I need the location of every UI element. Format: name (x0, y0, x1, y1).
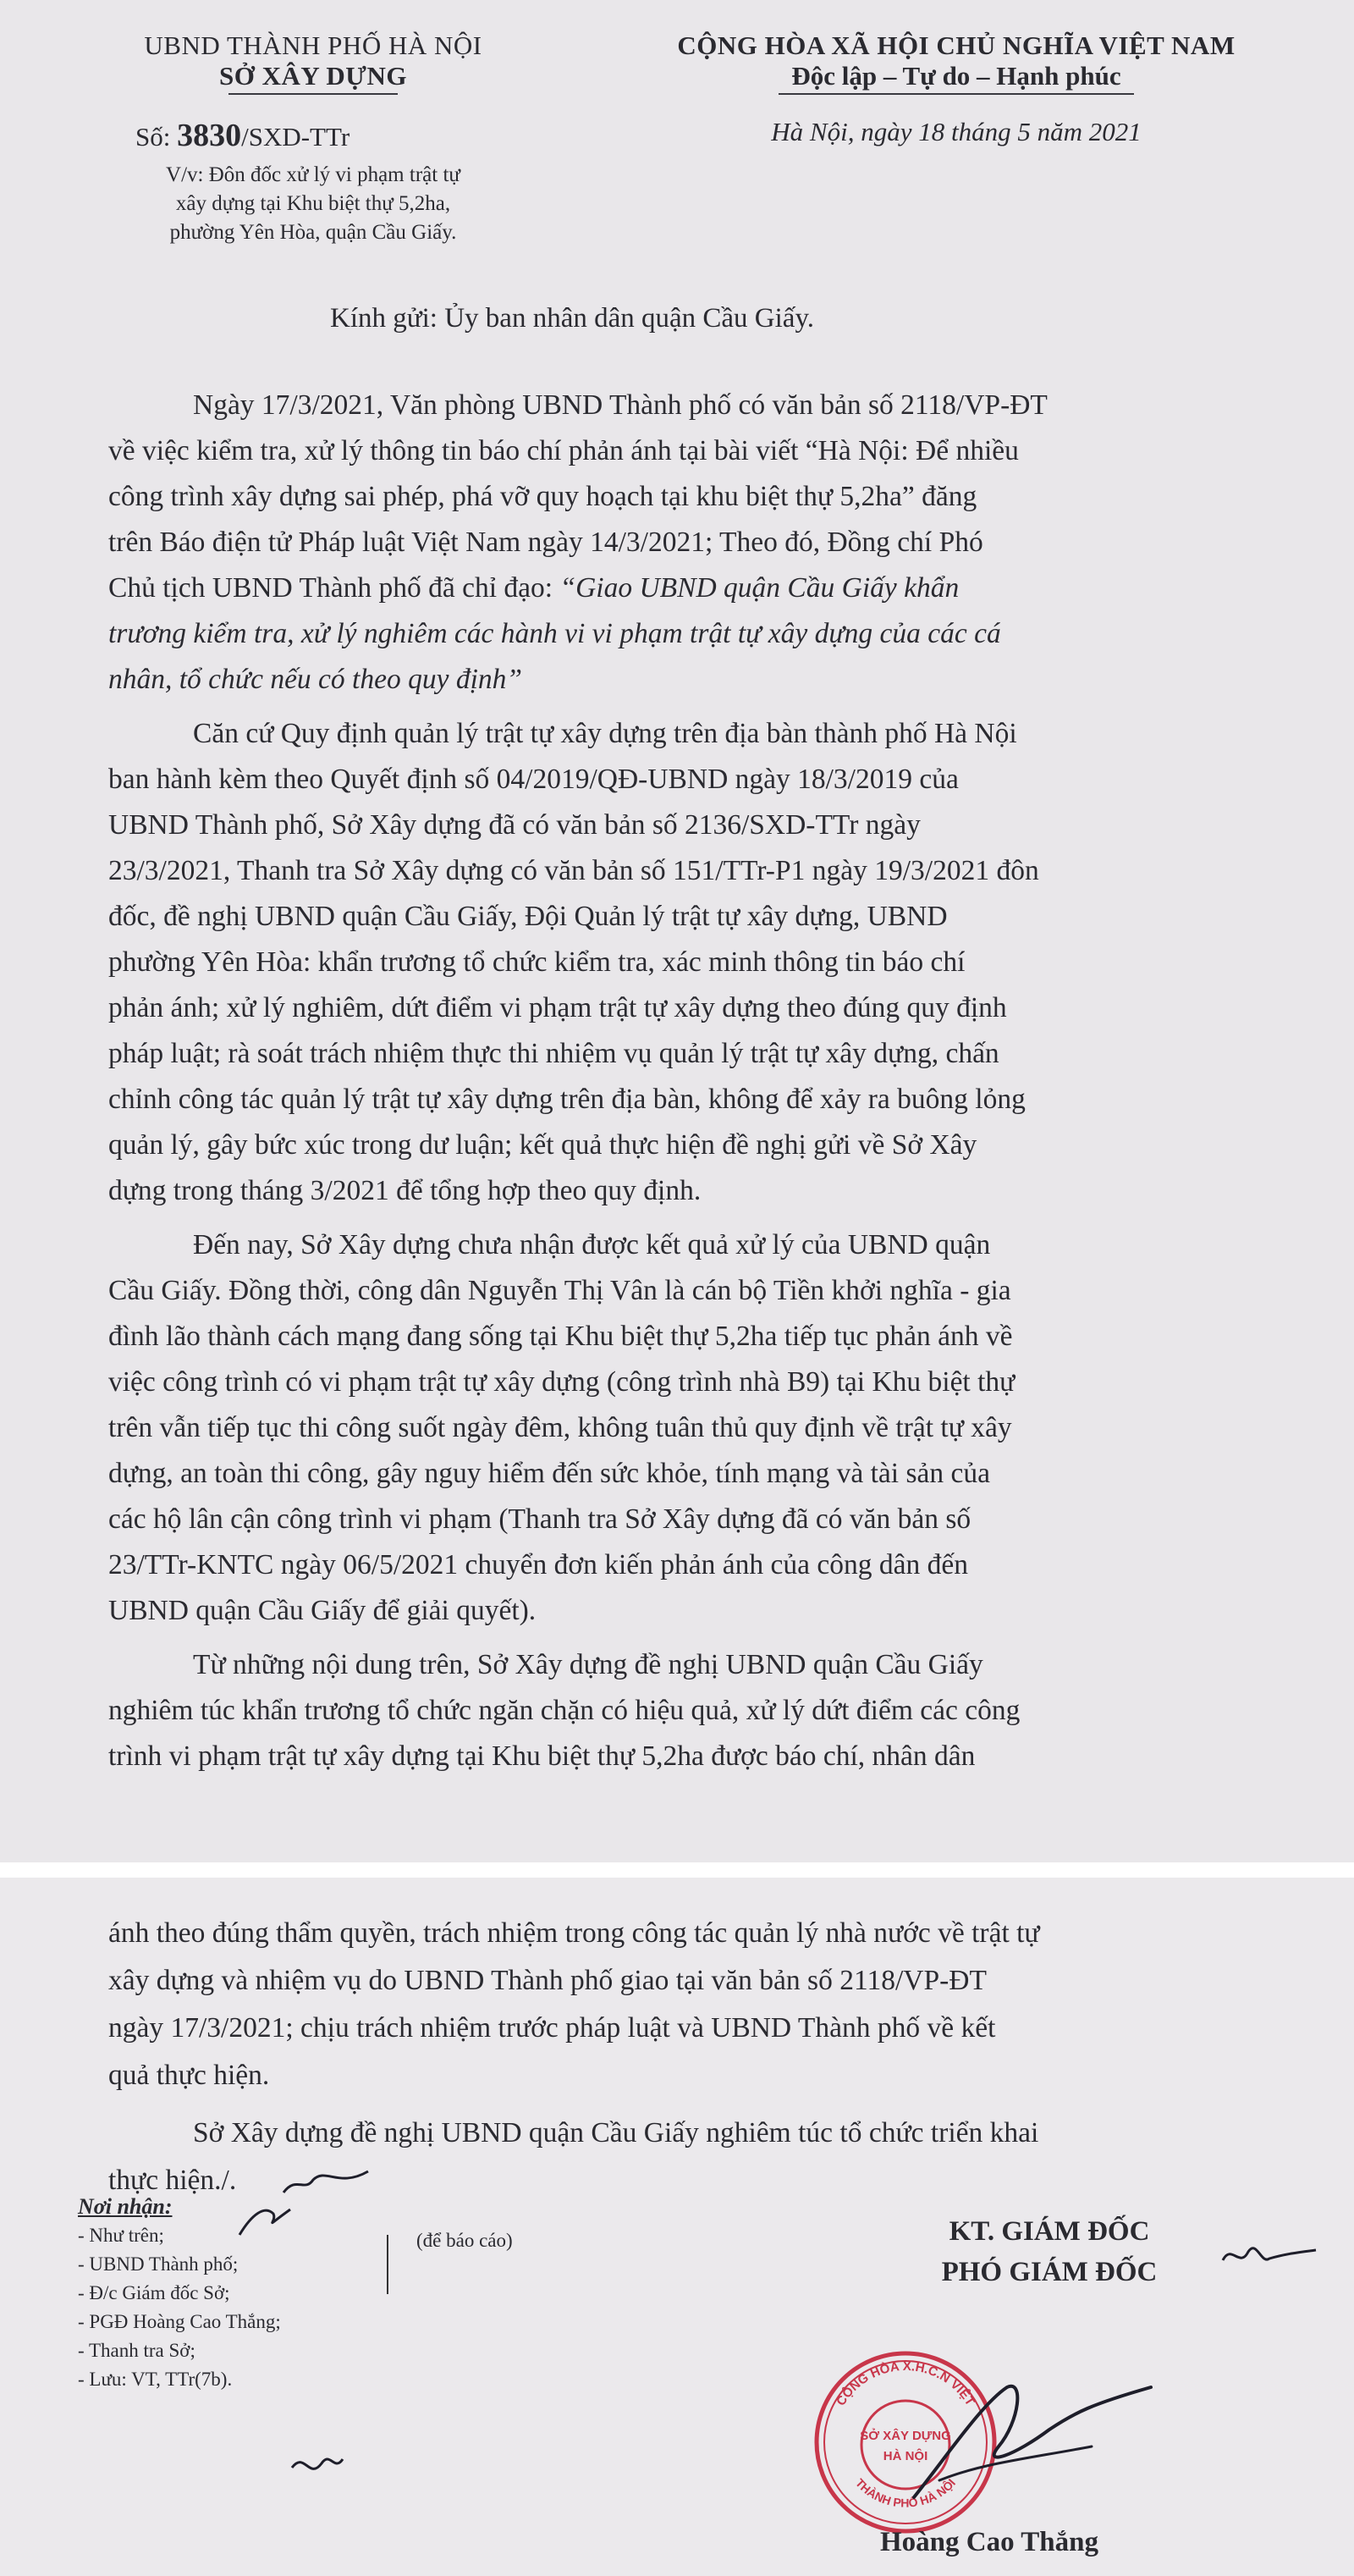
nation-name: CỘNG HÒA XÃ HỘI CHỦ NGHĨA VIỆT NAM (677, 30, 1236, 60)
text-line: Từ những nội dung trên, Sở Xây dựng đề nghị UBND quận Cầu Giấy (193, 1649, 983, 1680)
initial-mark-icon (279, 2163, 372, 2201)
page-separator (0, 1862, 1354, 1878)
text-line: pháp luật; rà soát trách nhiệm thực thi nhiệm vụ quản lý trật tự xây dựng, chấn (108, 1038, 999, 1069)
text-line: 23/3/2021, Thanh tra Sở Xây dựng có văn bản số 151/TTr-P1 ngày 19/3/2021 đôn (108, 855, 1039, 886)
agency-name: SỞ XÂY DỰNG (219, 61, 407, 91)
seal-center-2: HÀ NỘI (883, 2449, 928, 2463)
text-line: ban hành kèm theo Quyết định số 04/2019/QĐ-UBND ngày 18/3/2019 của (108, 764, 959, 795)
text-line: Sở Xây dựng đề nghị UBND quận Cầu Giấy nghiêm túc tổ chức triển khai (193, 2117, 1039, 2149)
text-line: dựng, an toàn thi công, gây nguy hiểm đến sức khỏe, tính mạng và tài sản của (108, 1458, 991, 1489)
paragraph-4 (108, 1642, 1274, 1779)
text-line: UBND quận Cầu Giấy để giải quyết). (108, 1595, 537, 1626)
recipients-list (78, 2193, 586, 2394)
document-date: Hà Nội, ngày 18 tháng 5 năm 2021 (771, 117, 1142, 146)
recipient-item: - Như trên; (78, 2225, 164, 2246)
nation-motto: Độc lập – Tự do – Hạnh phúc (791, 61, 1121, 91)
initial-mark-icon (1219, 2235, 1320, 2277)
signer-name: Hoàng Cao Thắng (880, 2527, 1098, 2557)
quote-line: nhân, tổ chức nếu có theo quy định” (108, 664, 523, 695)
body-page-2 (108, 1910, 1274, 2204)
document-subject: V/v: Đôn đốc xử lý vi phạm trật tự xây dựng tại Khu biệt thự 5,2ha, phường Yên Hòa, quận Cầu Giấy. (166, 163, 460, 244)
text-line: Căn cứ Quy định quản lý trật tự xây dựng trên địa bàn thành phố Hà Nội (193, 718, 1017, 749)
paragraph-1 (108, 383, 1274, 703)
seal-bottom-text: THÀNH PHỐ HÀ NỘI (852, 2475, 959, 2510)
recipient-item: - UBND Thành phố; (78, 2253, 239, 2275)
text-line: UBND Thành phố, Sở Xây dựng đã có văn bản số 2136/SXD-TTr ngày (108, 809, 921, 841)
text-line (108, 565, 1274, 611)
initial-mark-icon (235, 2197, 294, 2243)
text-line: 23/TTr-KNTC ngày 06/5/2021 chuyển đơn kiến phản ánh của công dân đến (108, 1549, 968, 1580)
text-line: việc công trình có vi phạm trật tự xây dựng (công trình nhà B9) tại Khu biệt thự (108, 1366, 1015, 1398)
signature-title-2: PHÓ GIÁM ĐỐC (941, 2257, 1158, 2287)
national-header (592, 30, 1320, 147)
text-line: ngày 17/3/2021; chịu trách nhiệm trước pháp luật và UBND Thành phố về kết (108, 2012, 996, 2044)
text-line: chỉnh công tác quản lý trật tự xây dựng trên địa bàn, không để xảy ra buông lỏng (108, 1084, 1026, 1115)
issuing-agency-header (76, 30, 550, 247)
text-line: ánh theo đúng thẩm quyền, trách nhiệm trong công tác quản lý nhà nước về trật tự (108, 1917, 1040, 1949)
recipients-note: (để báo cáo) (416, 2230, 513, 2251)
signature-title-1: KT. GIÁM ĐỐC (949, 2216, 1150, 2247)
text-line: công trình xây dựng sai phép, phá vỡ quy hoạch tại khu biệt thự 5,2ha” đăng (108, 481, 977, 512)
text-line: quản lý, gây bức xúc trong dư luận; kết quả thực hiện đề nghị gửi về Sở Xây (108, 1129, 977, 1161)
recipients-title: Nơi nhận: (78, 2194, 173, 2219)
seal-top-text: CỘNG HÒA X.H.C.N VIỆT (834, 2358, 977, 2409)
text-line: Cầu Giấy. Đồng thời, công dân Nguyễn Thị Vân là cán bộ Tiền khởi nghĩa - gia (108, 1275, 1011, 1306)
text-line: phường Yên Hòa: khẩn trương tổ chức kiểm tra, xác minh thông tin báo chí (108, 946, 966, 978)
signature-block (855, 2211, 1244, 2292)
recipients-brace (387, 2235, 388, 2294)
motto-underline (779, 93, 1134, 95)
text-line: dựng trong tháng 3/2021 để tổng hợp theo quy định. (108, 1175, 702, 1206)
addressee: Kính gửi: Ủy ban nhân dân quận Cầu Giấy. (330, 303, 815, 334)
recipient-item: - Lưu: VT, TTr(7b). (78, 2369, 233, 2390)
initial-mark-icon (288, 2442, 347, 2485)
text-line: trình vi phạm trật tự xây dựng tại Khu biệt thự 5,2ha được báo chí, nhân dân (108, 1740, 976, 1772)
text-line: Đến nay, Sở Xây dựng chưa nhận được kết quả xử lý của UBND quận (193, 1229, 991, 1260)
paragraph-2 (108, 711, 1274, 1214)
agency-parent: UBND THÀNH PHỐ HÀ NỘI (144, 30, 482, 60)
seal-center-1: SỞ XÂY DỰNG (860, 2429, 951, 2443)
recipient-item: - PGĐ Hoàng Cao Thắng; (78, 2311, 281, 2332)
text-line: các hộ lân cận công trình vi phạm (Thanh tra Sở Xây dựng đã có văn bản số (108, 1503, 971, 1535)
text-line: phản ánh; xử lý nghiêm, dứt điểm vi phạm trật tự xây dựng theo đúng quy định (108, 992, 1007, 1023)
text-line: trên vẫn tiếp tục thi công suốt ngày đêm, không tuân thủ quy định về trật tự xây (108, 1412, 1012, 1443)
body-page-1 (108, 383, 1274, 1779)
text-line: xây dựng và nhiệm vụ do UBND Thành phố giao tại văn bản số 2118/VP-ĐT (108, 1965, 987, 1996)
paragraph-5 (108, 1910, 1274, 2099)
text-line: đình lão thành cách mạng đang sống tại Khu biệt thự 5,2ha tiếp tục phản ánh về (108, 1321, 1013, 1352)
recipient-item: - Thanh tra Sở; (78, 2340, 195, 2361)
quote-line: trương kiểm tra, xử lý nghiêm các hành vi vi phạm trật tự xây dựng của các cá (108, 618, 1001, 649)
quote-text: “Giao UBND quận Cầu Giấy khẩn (559, 572, 960, 604)
text-line: thực hiện./. (108, 2165, 237, 2196)
text-line: nghiêm túc khẩn trương tổ chức ngăn chặn có hiệu quả, xử lý dứt điểm các công (108, 1695, 1021, 1726)
text-line: về việc kiểm tra, xử lý thông tin báo chí phản ánh tại bài viết “Hà Nội: Để nhiều (108, 435, 1019, 466)
paragraph-3 (108, 1222, 1274, 1634)
agency-underline (228, 93, 398, 95)
handwritten-signature-icon (880, 2353, 1185, 2523)
text-line: quả thực hiện. (108, 2060, 270, 2091)
document-number: Số: 3830/SXD-TTr (135, 118, 350, 153)
text-fragment: Chủ tịch UBND Thành phố đã chỉ đạo: (108, 572, 560, 604)
text-line: trên Báo điện tử Pháp luật Việt Nam ngày 14/3/2021; Theo đó, Đồng chí Phó (108, 527, 983, 558)
recipient-item: - Đ/c Giám đốc Sở; (78, 2282, 230, 2303)
text-line: đốc, đề nghị UBND quận Cầu Giấy, Đội Quản lý trật tự xây dựng, UBND (108, 901, 948, 932)
document-number-value: 3830 (177, 118, 242, 153)
text-line: Ngày 17/3/2021, Văn phòng UBND Thành phố có văn bản số 2118/VP-ĐT (193, 389, 1048, 421)
